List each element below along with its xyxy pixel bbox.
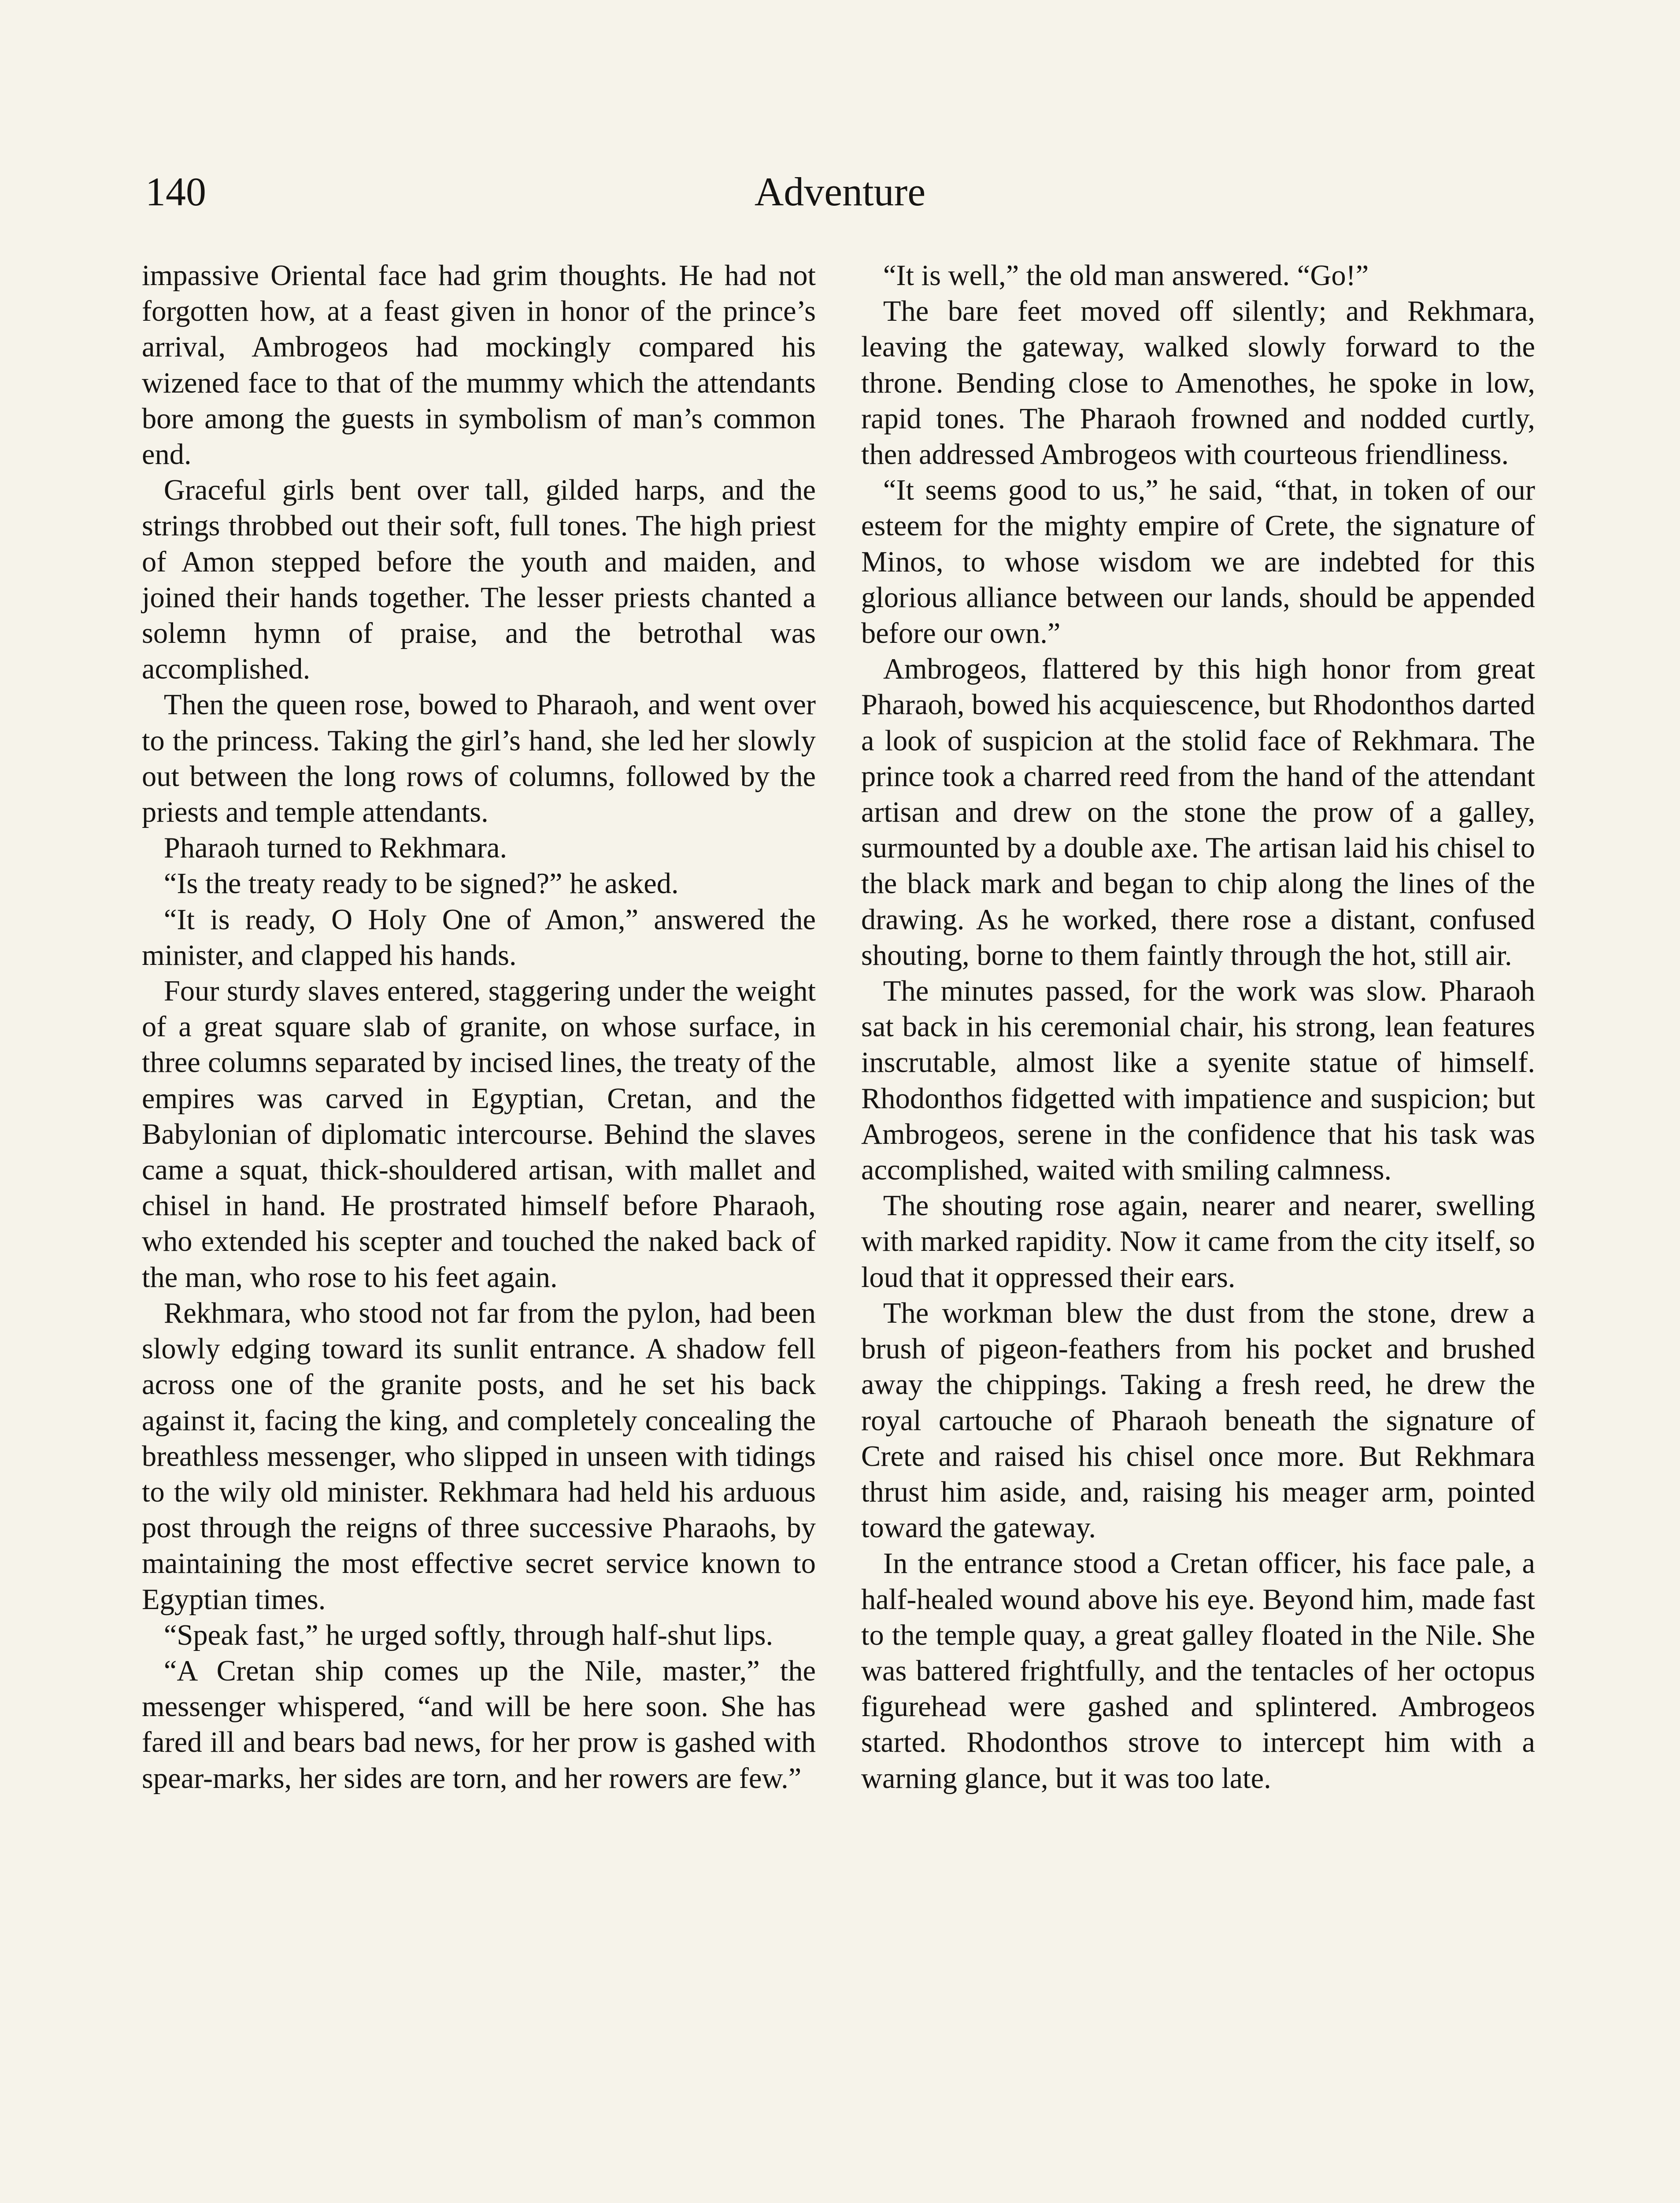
paragraph: The minutes passed, for the work was slow. Pharaoh sat back in his ceremonial chair, his strong, lean features inscrutable, almost like a syenite statue of himself. Rhodonthos fidgetted with impatience and suspicion; but Ambrogeos, serene in the confidence that his task was accomplished, waited with smiling calmness. — [861, 975, 1535, 1187]
paragraph: The shouting rose again, nearer and nearer, swelling with marked rapidity. Now it came from the city itself, so loud that it oppressed their ears. — [861, 1190, 1535, 1294]
paragraph: Then the queen rose, bowed to Pharaoh, and went over to the princess. Taking the girl’s hand, she led her slowly out between the long rows of columns, followed by the priests and temple attendants. — [142, 689, 816, 829]
right-column — [861, 258, 1535, 1796]
paragraph: Ambrogeos, flattered by this high honor from great Pharaoh, bowed his acquiescence, but Rhodonthos darted a look of suspicion at the stolid face of Rekhmara. The prince took a charred reed from the hand of the attendant artisan and drew on the stone the prow of a galley, surmounted by a double axe. The artisan laid his chisel to the black mark and began to chip along the lines of the drawing. As he worked, there rose a distant, confused shouting, borne to them faintly through the hot, still air. — [861, 653, 1535, 972]
running-head: Adventure — [754, 169, 926, 214]
paragraph: “It is well,” the old man answered. “Go!” — [883, 260, 1369, 292]
paragraph: Four sturdy slaves entered, staggering under the weight of a great square slab of granite, on whose surface, in three columns separated by incised lines, the treaty of the empires was carved in Egyptian, Cretan, and the Babylonian of diplomatic intercourse. Behind the slaves came a squat, thick-shouldered artisan, with mallet and chisel in hand. He prostrated himself before Pharaoh, who extended his scepter and touched the naked back of the man, who rose to his feet again. — [142, 975, 816, 1294]
paragraph: Rekhmara, who stood not far from the pylon, had been slowly edging toward its sunlit entrance. A shadow fell across one of the granite posts, and he set his back against it, facing the king, and completely concealing the breathless messenger, who slipped in unseen with tidings to the wily old minister. Rekhmara had held his arduous post through the reigns of three successive Pharaohs, by maintaining the most effective secret service known to Egyptian times. — [142, 1297, 816, 1616]
paragraph: The bare feet moved off silently; and Rekhmara, leaving the gateway, walked slowly forward to the throne. Bending close to Amenothes, he spoke in low, rapid tones. The Pharaoh frowned and nodded curtly, then addressed Ambrogeos with courteous friendliness. — [861, 295, 1535, 471]
paragraph: “It seems good to us,” he said, “that, in token of our esteem for the mighty empire of Crete, the signature of Minos, to whose wisdom we are indebted for this glorious alliance between our lands, should be appended before our own.” — [861, 474, 1535, 650]
paragraph: Pharaoh turned to Rekhmara. — [163, 832, 507, 864]
paragraph: “A Cretan ship comes up the Nile, master,” the messenger whispered, “and will be here soon. She has fared ill and bears bad news, for her prow is gashed with spear-marks, her sides are torn, and her rowers are few.” — [142, 1654, 816, 1795]
paragraph: In the entrance stood a Cretan officer, his face pale, a half-healed wound above his eye. Beyond him, made fast to the temple quay, a great galley floated in the Nile. She was battered frightfully, and the tentacles of her octopus figurehead were gashed and splintered. Ambrogeos started. Rhodonthos strove to intercept him with a warning glance, but it was too late. — [861, 1547, 1535, 1795]
paragraph: “Is the treaty ready to be signed?” he asked. — [163, 868, 679, 900]
left-column — [142, 258, 816, 1796]
paragraph: Graceful girls bent over tall, gilded harps, and the strings throbbed out their soft, full tones. The high priest of Amon stepped before the youth and maiden, and joined their hands together. The lesser priests chanted a solemn hymn of praise, and the betrothal was accomplished. — [142, 474, 816, 686]
page-header — [145, 165, 1535, 218]
paragraph: impassive Oriental face had grim thoughts. He had not forgotten how, at a feast given in honor of the prince’s arrival, Ambrogeos had mockingly compared his wizened face to that of the mummy which the attendants bore among the guests in symbolism of man’s common end. — [142, 260, 816, 471]
paragraph: The workman blew the dust from the stone, drew a brush of pigeon-feathers from his pocket and brushed away the chippings. Taking a fresh reed, he drew the royal cartouche of Pharaoh beneath the signature of Crete and raised his chisel once more. But Rekhmara thrust him aside, and, raising his meager arm, pointed toward the gateway. — [861, 1297, 1535, 1544]
paragraph: “Speak fast,” he urged softly, through half-shut lips. — [163, 1619, 773, 1651]
paragraph: “It is ready, O Holy One of Amon,” answered the minister, and clapped his hands. — [142, 903, 816, 972]
page-number: 140 — [145, 169, 206, 214]
